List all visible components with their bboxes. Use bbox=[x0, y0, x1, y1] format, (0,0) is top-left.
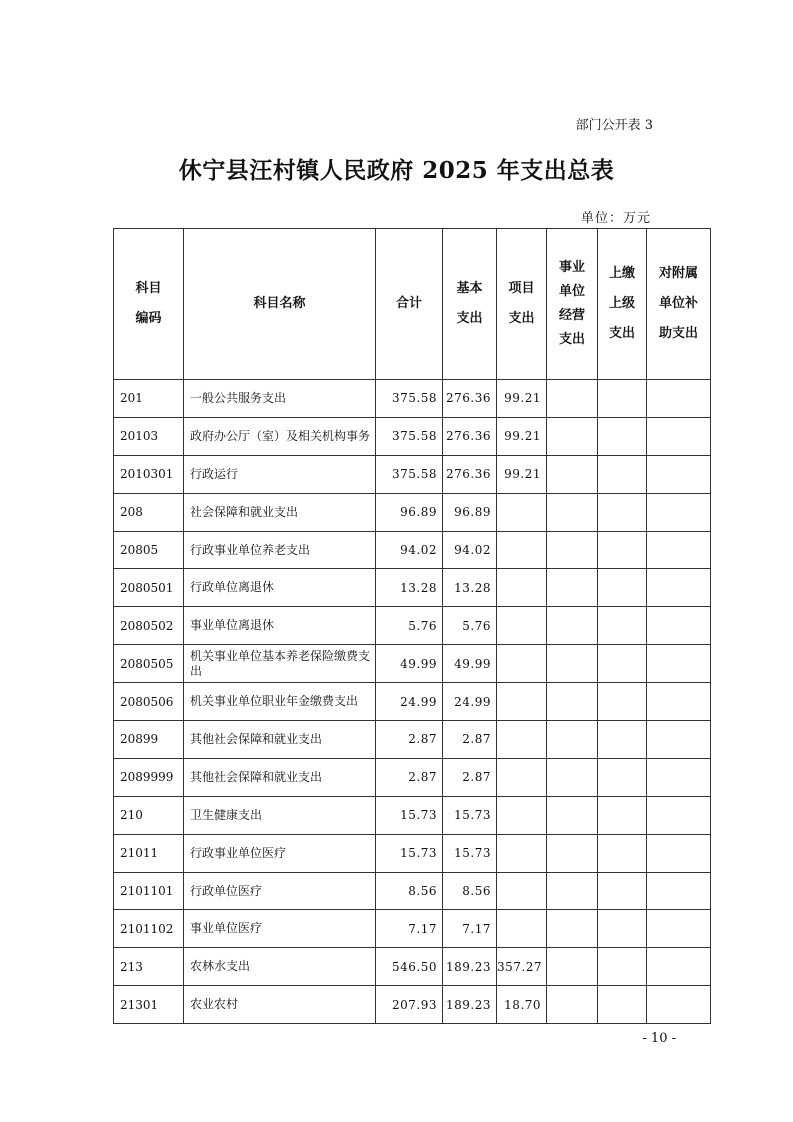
cell-code: 2010301 bbox=[114, 455, 184, 493]
expenditure-table bbox=[113, 228, 711, 1024]
cell-name: 行政事业单位养老支出 bbox=[184, 531, 376, 569]
cell-code: 2101101 bbox=[114, 872, 184, 910]
cell-basic: 7.17 bbox=[443, 910, 497, 948]
cell-business bbox=[547, 986, 598, 1024]
cell-total: 207.93 bbox=[376, 986, 443, 1024]
cell-business bbox=[547, 910, 598, 948]
cell-basic: 276.36 bbox=[443, 455, 497, 493]
cell-code: 20805 bbox=[114, 531, 184, 569]
cell-total: 375.58 bbox=[376, 417, 443, 455]
cell-upper bbox=[598, 721, 647, 759]
cell-project: 99.21 bbox=[497, 417, 547, 455]
document-title: 休宁县汪村镇人民政府 2025 年支出总表 bbox=[178, 157, 615, 184]
cell-name: 事业单位离退休 bbox=[184, 607, 376, 645]
cell-total: 2.87 bbox=[376, 758, 443, 796]
cell-basic: 276.36 bbox=[443, 380, 497, 418]
cell-upper bbox=[598, 758, 647, 796]
cell-basic: 15.73 bbox=[443, 834, 497, 872]
cell-code: 208 bbox=[114, 493, 184, 531]
cell-upper bbox=[598, 493, 647, 531]
cell-business bbox=[547, 455, 598, 493]
cell-name: 行政单位离退休 bbox=[184, 569, 376, 607]
cell-name: 事业单位医疗 bbox=[184, 910, 376, 948]
cell-name: 社会保障和就业支出 bbox=[184, 493, 376, 531]
cell-total: 7.17 bbox=[376, 910, 443, 948]
cell-business bbox=[547, 569, 598, 607]
cell-name: 一般公共服务支出 bbox=[184, 380, 376, 418]
cell-business bbox=[547, 531, 598, 569]
cell-basic: 189.23 bbox=[443, 986, 497, 1024]
cell-affiliated bbox=[647, 569, 711, 607]
table-row bbox=[114, 986, 711, 1024]
cell-basic: 24.99 bbox=[443, 683, 497, 721]
column-header-affiliated: 对附属 单位补 助支出 bbox=[647, 229, 711, 380]
cell-business bbox=[547, 380, 598, 418]
unit-label: 单位：万元 bbox=[580, 211, 651, 226]
cell-total: 5.76 bbox=[376, 607, 443, 645]
cell-name: 行政运行 bbox=[184, 455, 376, 493]
cell-basic: 13.28 bbox=[443, 569, 497, 607]
cell-total: 375.58 bbox=[376, 455, 443, 493]
cell-business bbox=[547, 493, 598, 531]
cell-affiliated bbox=[647, 683, 711, 721]
cell-affiliated bbox=[647, 796, 711, 834]
column-header-business: 事业 单位 经营 支出 bbox=[547, 229, 598, 380]
cell-basic: 189.23 bbox=[443, 948, 497, 986]
cell-project bbox=[497, 834, 547, 872]
table-row bbox=[114, 380, 711, 418]
cell-code: 2101102 bbox=[114, 910, 184, 948]
cell-upper bbox=[598, 986, 647, 1024]
page-number: - 10 - bbox=[642, 1031, 676, 1046]
cell-code: 2089999 bbox=[114, 758, 184, 796]
cell-affiliated bbox=[647, 758, 711, 796]
cell-basic: 2.87 bbox=[443, 758, 497, 796]
cell-basic: 49.99 bbox=[443, 645, 497, 683]
cell-upper bbox=[598, 683, 647, 721]
cell-affiliated bbox=[647, 455, 711, 493]
cell-business bbox=[547, 796, 598, 834]
cell-code: 2080505 bbox=[114, 645, 184, 683]
cell-upper bbox=[598, 872, 647, 910]
cell-name: 其他社会保障和就业支出 bbox=[184, 758, 376, 796]
cell-code: 213 bbox=[114, 948, 184, 986]
cell-total: 96.89 bbox=[376, 493, 443, 531]
cell-business bbox=[547, 948, 598, 986]
cell-affiliated bbox=[647, 380, 711, 418]
cell-project bbox=[497, 645, 547, 683]
cell-name: 农林水支出 bbox=[184, 948, 376, 986]
cell-upper bbox=[598, 796, 647, 834]
cell-project bbox=[497, 721, 547, 759]
table-number-label: 部门公开表 3 bbox=[575, 118, 653, 133]
cell-business bbox=[547, 834, 598, 872]
table-body bbox=[114, 380, 711, 1024]
cell-code: 20103 bbox=[114, 417, 184, 455]
cell-basic: 5.76 bbox=[443, 607, 497, 645]
column-header-code: 科目 编码 bbox=[114, 229, 184, 380]
cell-code: 21301 bbox=[114, 986, 184, 1024]
table-row bbox=[114, 948, 711, 986]
cell-upper bbox=[598, 834, 647, 872]
cell-project: 18.70 bbox=[497, 986, 547, 1024]
cell-basic: 2.87 bbox=[443, 721, 497, 759]
cell-basic: 15.73 bbox=[443, 796, 497, 834]
column-header-basic: 基本 支出 bbox=[443, 229, 497, 380]
cell-code: 2080501 bbox=[114, 569, 184, 607]
cell-affiliated bbox=[647, 531, 711, 569]
cell-code: 2080502 bbox=[114, 607, 184, 645]
table-row bbox=[114, 645, 711, 683]
cell-affiliated bbox=[647, 607, 711, 645]
cell-basic: 8.56 bbox=[443, 872, 497, 910]
cell-basic: 94.02 bbox=[443, 531, 497, 569]
cell-name: 机关事业单位基本养老保险缴费支出 bbox=[184, 645, 376, 683]
cell-upper bbox=[598, 607, 647, 645]
cell-business bbox=[547, 872, 598, 910]
cell-name: 其他社会保障和就业支出 bbox=[184, 721, 376, 759]
cell-total: 2.87 bbox=[376, 721, 443, 759]
column-header-name: 科目名称 bbox=[184, 229, 376, 380]
cell-code: 20899 bbox=[114, 721, 184, 759]
cell-business bbox=[547, 607, 598, 645]
table-row bbox=[114, 872, 711, 910]
table-row bbox=[114, 721, 711, 759]
column-header-upper: 上缴 上级 支出 bbox=[598, 229, 647, 380]
cell-code: 21011 bbox=[114, 834, 184, 872]
cell-affiliated bbox=[647, 986, 711, 1024]
cell-upper bbox=[598, 910, 647, 948]
cell-total: 15.73 bbox=[376, 796, 443, 834]
cell-code: 210 bbox=[114, 796, 184, 834]
cell-business bbox=[547, 417, 598, 455]
cell-total: 49.99 bbox=[376, 645, 443, 683]
cell-upper bbox=[598, 417, 647, 455]
table-row bbox=[114, 910, 711, 948]
cell-upper bbox=[598, 455, 647, 493]
cell-project bbox=[497, 569, 547, 607]
cell-upper bbox=[598, 380, 647, 418]
cell-affiliated bbox=[647, 872, 711, 910]
cell-name: 行政单位医疗 bbox=[184, 872, 376, 910]
cell-affiliated bbox=[647, 721, 711, 759]
header-row bbox=[114, 229, 711, 380]
cell-upper bbox=[598, 531, 647, 569]
column-header-project: 项目 支出 bbox=[497, 229, 547, 380]
table-row bbox=[114, 834, 711, 872]
cell-affiliated bbox=[647, 417, 711, 455]
cell-project bbox=[497, 607, 547, 645]
column-header-total: 合计 bbox=[376, 229, 443, 380]
cell-basic: 276.36 bbox=[443, 417, 497, 455]
cell-upper bbox=[598, 948, 647, 986]
cell-project bbox=[497, 872, 547, 910]
cell-total: 375.58 bbox=[376, 380, 443, 418]
cell-project bbox=[497, 796, 547, 834]
cell-name: 行政事业单位医疗 bbox=[184, 834, 376, 872]
cell-business bbox=[547, 645, 598, 683]
cell-total: 24.99 bbox=[376, 683, 443, 721]
cell-business bbox=[547, 721, 598, 759]
cell-basic: 96.89 bbox=[443, 493, 497, 531]
cell-affiliated bbox=[647, 948, 711, 986]
cell-name: 政府办公厅（室）及相关机构事务 bbox=[184, 417, 376, 455]
cell-name: 卫生健康支出 bbox=[184, 796, 376, 834]
cell-affiliated bbox=[647, 834, 711, 872]
table-row bbox=[114, 758, 711, 796]
cell-project bbox=[497, 910, 547, 948]
cell-project: 99.21 bbox=[497, 455, 547, 493]
cell-business bbox=[547, 758, 598, 796]
table-row bbox=[114, 607, 711, 645]
table-row bbox=[114, 796, 711, 834]
cell-total: 13.28 bbox=[376, 569, 443, 607]
table-row bbox=[114, 493, 711, 531]
cell-upper bbox=[598, 645, 647, 683]
cell-total: 546.50 bbox=[376, 948, 443, 986]
cell-total: 15.73 bbox=[376, 834, 443, 872]
cell-total: 94.02 bbox=[376, 531, 443, 569]
cell-project bbox=[497, 758, 547, 796]
cell-affiliated bbox=[647, 493, 711, 531]
cell-project: 357.27 bbox=[497, 948, 547, 986]
table-row bbox=[114, 569, 711, 607]
cell-code: 201 bbox=[114, 380, 184, 418]
cell-affiliated bbox=[647, 645, 711, 683]
cell-name: 农业农村 bbox=[184, 986, 376, 1024]
cell-upper bbox=[598, 569, 647, 607]
cell-project bbox=[497, 493, 547, 531]
cell-business bbox=[547, 683, 598, 721]
table-row bbox=[114, 417, 711, 455]
table-row bbox=[114, 455, 711, 493]
cell-code: 2080506 bbox=[114, 683, 184, 721]
cell-name: 机关事业单位职业年金缴费支出 bbox=[184, 683, 376, 721]
table-row bbox=[114, 531, 711, 569]
cell-project bbox=[497, 683, 547, 721]
cell-affiliated bbox=[647, 910, 711, 948]
table-row bbox=[114, 683, 711, 721]
cell-project: 99.21 bbox=[497, 380, 547, 418]
cell-total: 8.56 bbox=[376, 872, 443, 910]
cell-project bbox=[497, 531, 547, 569]
